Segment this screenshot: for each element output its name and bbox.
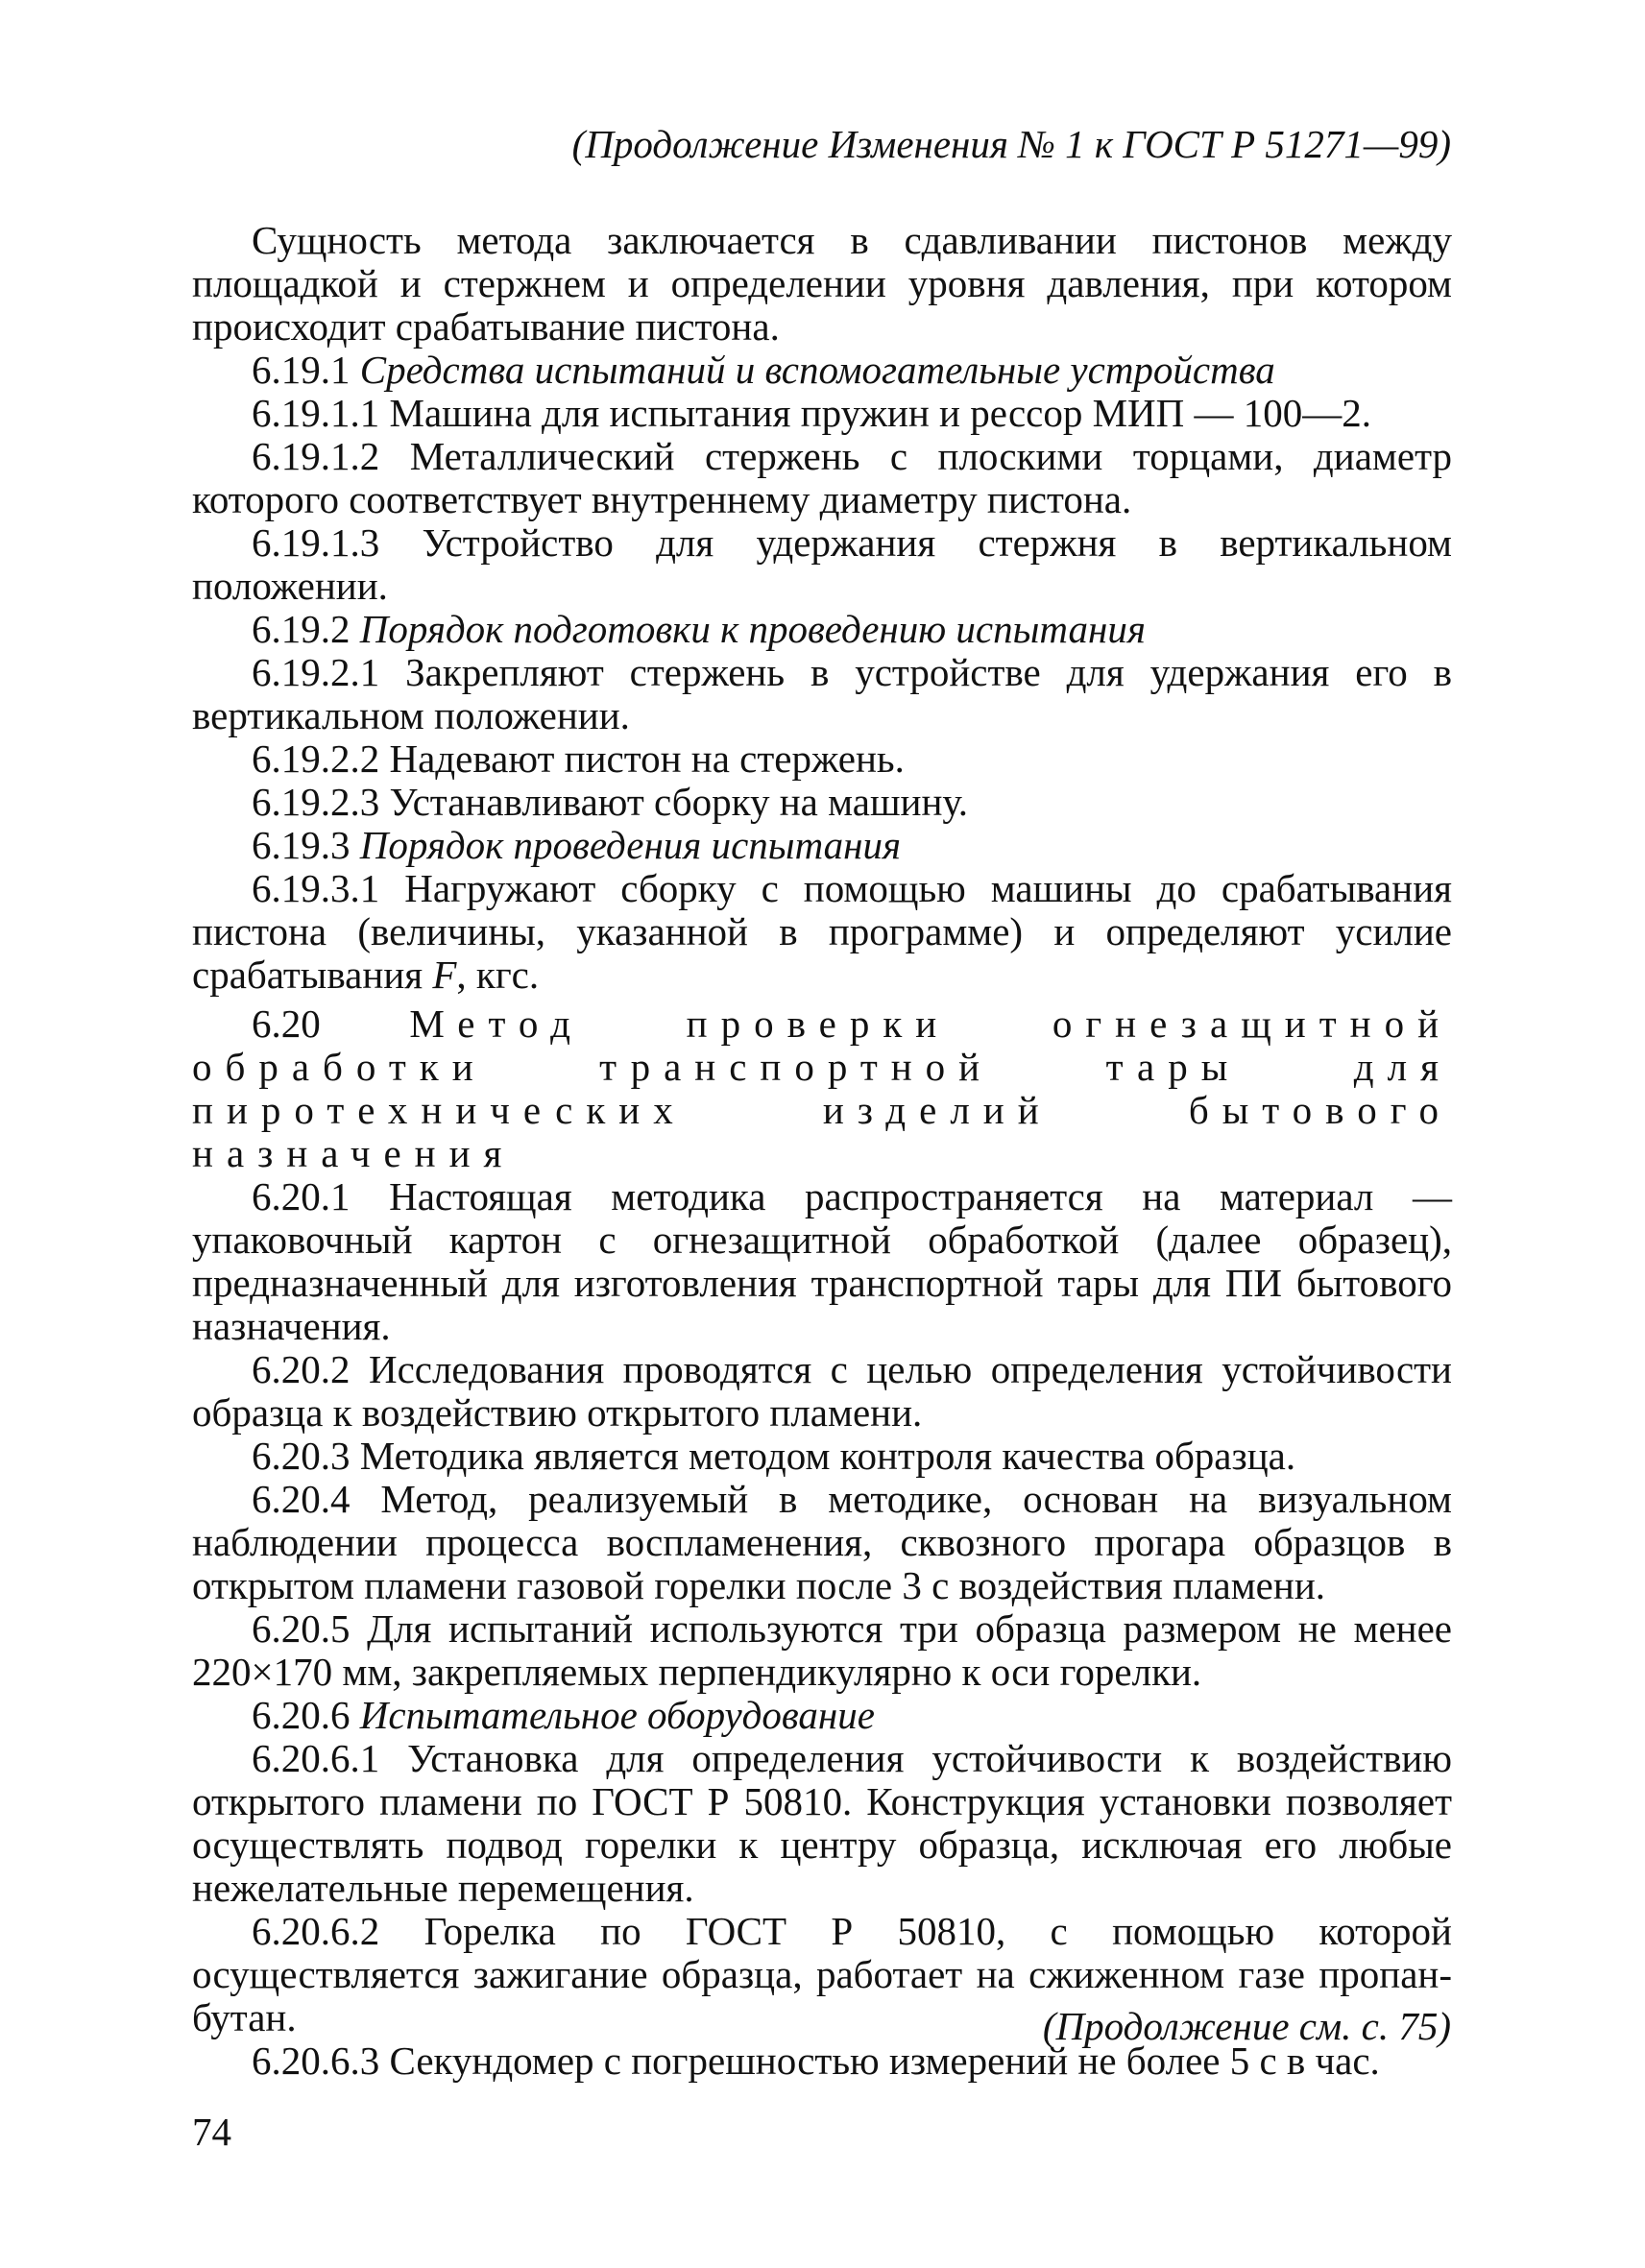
paragraph-6-19-3-1 [192, 867, 1452, 997]
section-6-20 [192, 1002, 1452, 1175]
continuation-note: (Продолжение см. с. 75) [1042, 2004, 1451, 2048]
page-number: 74 [192, 2110, 231, 2154]
paragraph-6-20-6-1: 6.20.6.1 Установка для определения устойчивости к воздействию открытого пламени по ГОСТ Р 50810. Конструкция установки позволяет осуществлять подвод горелки к центру образца, исключая его любые нежелательные перемещения. [192, 1736, 1452, 1910]
paragraph-6-20-5: 6.20.5 Для испытаний используются три образца размером не менее 220×170 мм, закрепляемых перпендикулярно к оси горелки. [192, 1606, 1452, 1694]
section-number: 6.20.6 [252, 1693, 360, 1737]
variable-f: F [432, 953, 457, 997]
paragraph-6-20-1: 6.20.1 Настоящая методика распространяется на материал — упаковочный картон с огнезащитной обработкой (далее образец), предназначенный для изготовления транспортной тары для ПИ бытового назначения. [192, 1174, 1452, 1348]
section-6-19-1 [192, 349, 1452, 392]
document-body [192, 219, 1452, 2083]
section-title: Испытательное оборудование [359, 1693, 875, 1737]
paragraph-6-19-2-2: 6.19.2.2 Надевают пистон на стержень. [252, 736, 905, 781]
section-number: 6.19.2 [252, 607, 360, 651]
paragraph-6-20-6-3: 6.20.6.3 Секундомер с погрешностью измерений не более 5 с в час. [252, 2039, 1380, 2083]
section-number: 6.19.1 [252, 348, 360, 392]
section-number: 6.20 [252, 1001, 410, 1046]
section-title: Порядок подготовки к проведению испытания [359, 607, 1146, 651]
paragraph-6-19-1-2: 6.19.1.2 Металлический стержень с плоскими торцами, диаметр которого соответствует внутреннему диаметру пистона. [192, 434, 1452, 521]
page-header: (Продолжение Изменения № 1 к ГОСТ Р 51271—99) [571, 122, 1451, 166]
section-title: Средства испытаний и вспомогательные устройства [359, 348, 1275, 392]
paragraph-6-20-4: 6.20.4 Метод, реализуемый в методике, основан на визуальном наблюдении процесса воспламенения, сквозного прогара образцов в открытом пламени газовой горелки после 3 с воздействия пламени. [192, 1477, 1452, 1607]
paragraph-text-end: , кгс. [456, 953, 540, 997]
paragraph-6-20-3: 6.20.3 Методика является методом контроля качества образца. [252, 1434, 1296, 1478]
paragraph-6-19-1-1: 6.19.1.1 Машина для испытания пружин и рессор МИП — 100—2. [252, 391, 1372, 435]
paragraph-method-essence: Сущность метода заключается в сдавливании пистонов между площадкой и стержнем и определении уровня давления, при котором происходит срабатывание пистона. [192, 218, 1452, 349]
section-title-spaced: Метод проверки огнезащитной обработки транспортной тары для пиротехнических изделий бытового назначения [192, 1001, 1453, 1175]
paragraph-6-19-2-3: 6.19.2.3 Устанавливают сборку на машину. [252, 780, 969, 824]
paragraph-6-19-2-1: 6.19.2.1 Закрепляют стержень в устройстве для удержания его в вертикальном положении. [192, 650, 1452, 737]
paragraph-6-20-2: 6.20.2 Исследования проводятся с целью определения устойчивости образца к воздействию открытого пламени. [192, 1347, 1452, 1435]
section-6-20-6 [192, 1694, 1452, 1737]
section-number: 6.19.3 [252, 823, 360, 867]
paragraph-6-20-6-2: 6.20.6.2 Горелка по ГОСТ Р 50810, с помощью которой осуществляется зажигание образца, работает на сжиженном газе пропан-бутан. [192, 1909, 1452, 2039]
section-title: Порядок проведения испытания [359, 823, 902, 867]
paragraph-text: 6.19.3.1 Нагружают сборку с помощью машины до срабатывания пистона (величины, указанной в программе) и определяют усилие срабатывания [192, 866, 1452, 997]
paragraph-6-19-1-3: 6.19.1.3 Устройство для удержания стержня в вертикальном положении. [192, 520, 1452, 608]
section-6-19-3 [192, 824, 1452, 867]
section-6-19-2 [192, 608, 1452, 651]
